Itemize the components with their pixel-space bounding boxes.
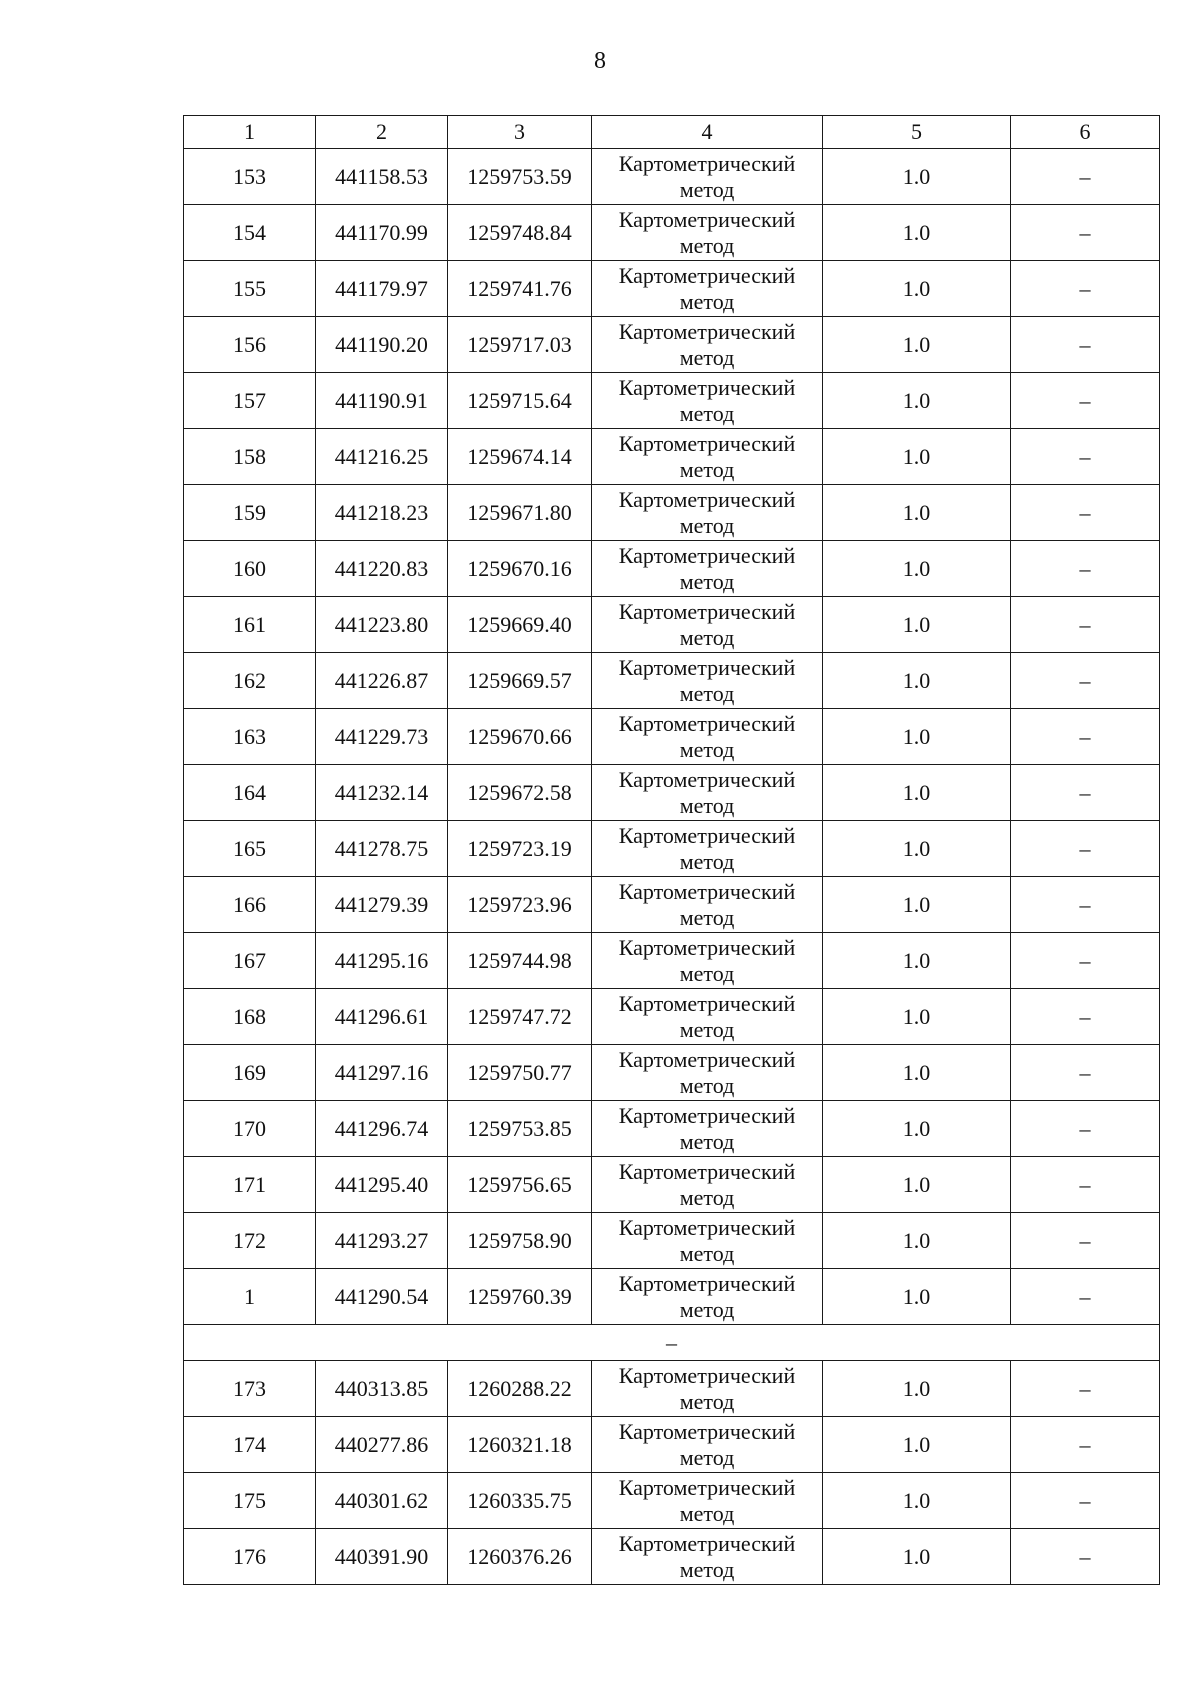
y-coordinate-cell: 1259753.85 (448, 1101, 592, 1157)
method-line-1: Картометрический (618, 542, 796, 568)
method-cell (592, 1213, 823, 1269)
y-coordinate-cell: 1259669.57 (448, 653, 592, 709)
table-row (184, 709, 1160, 765)
table-row (184, 1473, 1160, 1529)
x-coordinate-cell: 441218.23 (316, 485, 448, 541)
table-row (184, 653, 1160, 709)
method-cell (592, 765, 823, 821)
point-number-cell: 164 (184, 765, 316, 821)
x-coordinate-cell: 441170.99 (316, 205, 448, 261)
method-line-1: Картометрический (618, 430, 796, 456)
point-number-cell: 160 (184, 541, 316, 597)
y-coordinate-cell: 1259671.80 (448, 485, 592, 541)
accuracy-cell: 1.0 (823, 485, 1011, 541)
point-number-cell: 163 (184, 709, 316, 765)
method-line-2: метод (679, 1556, 735, 1582)
method-cell (592, 317, 823, 373)
method-line-2: метод (679, 1184, 735, 1210)
table-row (184, 765, 1160, 821)
method-line-2: метод (679, 1016, 735, 1042)
note-cell: – (1011, 821, 1160, 877)
method-line-1: Картометрический (618, 374, 796, 400)
point-number-cell: 157 (184, 373, 316, 429)
table-row (184, 1269, 1160, 1325)
method-line-1: Картометрический (618, 486, 796, 512)
method-line-1: Картометрический (618, 150, 796, 176)
method-line-2: метод (679, 736, 735, 762)
accuracy-cell: 1.0 (823, 1213, 1011, 1269)
note-cell: – (1011, 1157, 1160, 1213)
x-coordinate-cell: 441296.61 (316, 989, 448, 1045)
point-number-cell: 161 (184, 597, 316, 653)
method-cell (592, 429, 823, 485)
x-coordinate-cell: 440301.62 (316, 1473, 448, 1529)
method-cell (592, 653, 823, 709)
method-line-2: метод (679, 568, 735, 594)
accuracy-cell: 1.0 (823, 261, 1011, 317)
method-line-1: Картометрический (618, 318, 796, 344)
note-cell: – (1011, 1213, 1160, 1269)
method-line-1: Картометрический (618, 1530, 796, 1556)
accuracy-cell: 1.0 (823, 933, 1011, 989)
method-line-1: Картометрический (618, 654, 796, 680)
point-number-cell: 168 (184, 989, 316, 1045)
method-line-2: метод (679, 288, 735, 314)
y-coordinate-cell: 1259753.59 (448, 149, 592, 205)
method-line-2: метод (679, 1072, 735, 1098)
y-coordinate-cell: 1259669.40 (448, 597, 592, 653)
method-line-2: метод (679, 960, 735, 986)
x-coordinate-cell: 441293.27 (316, 1213, 448, 1269)
note-cell: – (1011, 709, 1160, 765)
x-coordinate-cell: 441229.73 (316, 709, 448, 765)
y-coordinate-cell: 1260335.75 (448, 1473, 592, 1529)
note-cell: – (1011, 597, 1160, 653)
x-coordinate-cell: 441216.25 (316, 429, 448, 485)
x-coordinate-cell: 441158.53 (316, 149, 448, 205)
method-line-2: метод (679, 624, 735, 650)
table-row (184, 373, 1160, 429)
method-line-1: Картометрический (618, 1046, 796, 1072)
x-coordinate-cell: 441220.83 (316, 541, 448, 597)
method-cell (592, 373, 823, 429)
method-cell (592, 261, 823, 317)
y-coordinate-cell: 1259723.19 (448, 821, 592, 877)
note-cell: – (1011, 933, 1160, 989)
method-line-2: метод (679, 512, 735, 538)
accuracy-cell: 1.0 (823, 989, 1011, 1045)
point-number-cell: 165 (184, 821, 316, 877)
accuracy-cell: 1.0 (823, 653, 1011, 709)
accuracy-cell: 1.0 (823, 149, 1011, 205)
x-coordinate-cell: 441290.54 (316, 1269, 448, 1325)
accuracy-cell: 1.0 (823, 317, 1011, 373)
y-coordinate-cell: 1260376.26 (448, 1529, 592, 1585)
method-cell (592, 1101, 823, 1157)
x-coordinate-cell: 441296.74 (316, 1101, 448, 1157)
method-cell (592, 597, 823, 653)
method-cell (592, 709, 823, 765)
header-cell: 2 (316, 116, 448, 149)
method-line-1: Картометрический (618, 878, 796, 904)
x-coordinate-cell: 440391.90 (316, 1529, 448, 1585)
method-cell (592, 205, 823, 261)
method-line-1: Картометрический (618, 262, 796, 288)
point-number-cell: 154 (184, 205, 316, 261)
y-coordinate-cell: 1259747.72 (448, 989, 592, 1045)
table-row (184, 597, 1160, 653)
point-number-cell: 155 (184, 261, 316, 317)
method-line-1: Картометрический (618, 1270, 796, 1296)
point-number-cell: 176 (184, 1529, 316, 1585)
method-line-1: Картометрический (618, 1102, 796, 1128)
method-cell (592, 1473, 823, 1529)
method-line-2: метод (679, 904, 735, 930)
contour-separator-row (184, 1325, 1160, 1361)
table-row (184, 877, 1160, 933)
method-cell (592, 1529, 823, 1585)
y-coordinate-cell: 1259670.66 (448, 709, 592, 765)
method-line-1: Картометрический (618, 934, 796, 960)
table-row (184, 1417, 1160, 1473)
y-coordinate-cell: 1259674.14 (448, 429, 592, 485)
method-line-1: Картометрический (618, 766, 796, 792)
x-coordinate-cell: 440277.86 (316, 1417, 448, 1473)
method-line-2: метод (679, 1240, 735, 1266)
note-cell: – (1011, 205, 1160, 261)
point-number-cell: 169 (184, 1045, 316, 1101)
note-cell: – (1011, 1529, 1160, 1585)
accuracy-cell: 1.0 (823, 1417, 1011, 1473)
table-row (184, 1101, 1160, 1157)
y-coordinate-cell: 1260288.22 (448, 1361, 592, 1417)
note-cell: – (1011, 373, 1160, 429)
accuracy-cell: 1.0 (823, 765, 1011, 821)
y-coordinate-cell: 1259758.90 (448, 1213, 592, 1269)
accuracy-cell: 1.0 (823, 597, 1011, 653)
method-line-2: метод (679, 232, 735, 258)
table-row (184, 1157, 1160, 1213)
y-coordinate-cell: 1259756.65 (448, 1157, 592, 1213)
x-coordinate-cell: 440313.85 (316, 1361, 448, 1417)
x-coordinate-cell: 441297.16 (316, 1045, 448, 1101)
accuracy-cell: 1.0 (823, 877, 1011, 933)
point-number-cell: 167 (184, 933, 316, 989)
accuracy-cell: 1.0 (823, 373, 1011, 429)
header-row (184, 116, 1160, 149)
coordinates-table (183, 115, 1160, 1585)
method-line-1: Картометрический (618, 1418, 796, 1444)
accuracy-cell: 1.0 (823, 1361, 1011, 1417)
method-line-1: Картометрический (618, 1158, 796, 1184)
accuracy-cell: 1.0 (823, 1101, 1011, 1157)
contour-separator-cell: – (184, 1325, 1160, 1361)
note-cell: – (1011, 429, 1160, 485)
method-cell (592, 1045, 823, 1101)
method-line-1: Картометрический (618, 990, 796, 1016)
point-number-cell: 158 (184, 429, 316, 485)
y-coordinate-cell: 1260321.18 (448, 1417, 592, 1473)
table-row (184, 1045, 1160, 1101)
header-cell: 6 (1011, 116, 1160, 149)
note-cell: – (1011, 653, 1160, 709)
table-row (184, 149, 1160, 205)
table-row (184, 1361, 1160, 1417)
note-cell: – (1011, 317, 1160, 373)
table-row (184, 485, 1160, 541)
point-number-cell: 175 (184, 1473, 316, 1529)
y-coordinate-cell: 1259672.58 (448, 765, 592, 821)
point-number-cell: 159 (184, 485, 316, 541)
table-row (184, 317, 1160, 373)
accuracy-cell: 1.0 (823, 1045, 1011, 1101)
method-cell (592, 989, 823, 1045)
y-coordinate-cell: 1259717.03 (448, 317, 592, 373)
method-line-1: Картометрический (618, 598, 796, 624)
note-cell: – (1011, 877, 1160, 933)
header-cell: 4 (592, 116, 823, 149)
method-line-2: метод (679, 1388, 735, 1414)
method-line-2: метод (679, 400, 735, 426)
accuracy-cell: 1.0 (823, 541, 1011, 597)
table-row (184, 933, 1160, 989)
method-line-2: метод (679, 848, 735, 874)
point-number-cell: 174 (184, 1417, 316, 1473)
method-line-1: Картометрический (618, 206, 796, 232)
y-coordinate-cell: 1259670.16 (448, 541, 592, 597)
table-row (184, 205, 1160, 261)
header-cell: 3 (448, 116, 592, 149)
x-coordinate-cell: 441279.39 (316, 877, 448, 933)
point-number-cell: 171 (184, 1157, 316, 1213)
accuracy-cell: 1.0 (823, 1529, 1011, 1585)
note-cell: – (1011, 149, 1160, 205)
accuracy-cell: 1.0 (823, 821, 1011, 877)
method-line-2: метод (679, 344, 735, 370)
table-row (184, 541, 1160, 597)
point-number-cell: 172 (184, 1213, 316, 1269)
x-coordinate-cell: 441190.91 (316, 373, 448, 429)
page-number: 8 (594, 48, 606, 74)
table-row (184, 1529, 1160, 1585)
note-cell: – (1011, 541, 1160, 597)
method-cell (592, 933, 823, 989)
method-line-2: метод (679, 456, 735, 482)
note-cell: – (1011, 1417, 1160, 1473)
method-cell (592, 821, 823, 877)
accuracy-cell: 1.0 (823, 205, 1011, 261)
note-cell: – (1011, 1045, 1160, 1101)
method-cell (592, 541, 823, 597)
table-row (184, 821, 1160, 877)
method-cell (592, 485, 823, 541)
header-cell: 1 (184, 116, 316, 149)
method-cell (592, 1157, 823, 1213)
x-coordinate-cell: 441223.80 (316, 597, 448, 653)
point-number-cell: 1 (184, 1269, 316, 1325)
x-coordinate-cell: 441295.16 (316, 933, 448, 989)
method-line-2: метод (679, 680, 735, 706)
point-number-cell: 162 (184, 653, 316, 709)
method-line-1: Картометрический (618, 710, 796, 736)
y-coordinate-cell: 1259744.98 (448, 933, 592, 989)
method-line-2: метод (679, 176, 735, 202)
table-row (184, 429, 1160, 485)
x-coordinate-cell: 441226.87 (316, 653, 448, 709)
method-cell (592, 1417, 823, 1473)
method-cell (592, 1269, 823, 1325)
y-coordinate-cell: 1259750.77 (448, 1045, 592, 1101)
note-cell: – (1011, 1269, 1160, 1325)
header-cell: 5 (823, 116, 1011, 149)
method-line-2: метод (679, 792, 735, 818)
accuracy-cell: 1.0 (823, 1269, 1011, 1325)
accuracy-cell: 1.0 (823, 429, 1011, 485)
note-cell: – (1011, 989, 1160, 1045)
y-coordinate-cell: 1259760.39 (448, 1269, 592, 1325)
y-coordinate-cell: 1259741.76 (448, 261, 592, 317)
method-cell (592, 149, 823, 205)
note-cell: – (1011, 1473, 1160, 1529)
x-coordinate-cell: 441278.75 (316, 821, 448, 877)
method-line-1: Картометрический (618, 1362, 796, 1388)
point-number-cell: 166 (184, 877, 316, 933)
method-line-1: Картометрический (618, 1214, 796, 1240)
note-cell: – (1011, 261, 1160, 317)
method-line-2: метод (679, 1128, 735, 1154)
x-coordinate-cell: 441232.14 (316, 765, 448, 821)
accuracy-cell: 1.0 (823, 709, 1011, 765)
method-cell (592, 877, 823, 933)
note-cell: – (1011, 765, 1160, 821)
point-number-cell: 170 (184, 1101, 316, 1157)
x-coordinate-cell: 441179.97 (316, 261, 448, 317)
method-line-2: метод (679, 1500, 735, 1526)
table-row (184, 1213, 1160, 1269)
y-coordinate-cell: 1259723.96 (448, 877, 592, 933)
accuracy-cell: 1.0 (823, 1157, 1011, 1213)
note-cell: – (1011, 1361, 1160, 1417)
point-number-cell: 173 (184, 1361, 316, 1417)
y-coordinate-cell: 1259715.64 (448, 373, 592, 429)
table-row (184, 989, 1160, 1045)
method-line-1: Картометрический (618, 1474, 796, 1500)
method-line-2: метод (679, 1296, 735, 1322)
note-cell: – (1011, 485, 1160, 541)
x-coordinate-cell: 441190.20 (316, 317, 448, 373)
table-row (184, 261, 1160, 317)
x-coordinate-cell: 441295.40 (316, 1157, 448, 1213)
point-number-cell: 156 (184, 317, 316, 373)
note-cell: – (1011, 1101, 1160, 1157)
method-line-1: Картометрический (618, 822, 796, 848)
method-line-2: метод (679, 1444, 735, 1470)
point-number-cell: 153 (184, 149, 316, 205)
accuracy-cell: 1.0 (823, 1473, 1011, 1529)
method-cell (592, 1361, 823, 1417)
y-coordinate-cell: 1259748.84 (448, 205, 592, 261)
